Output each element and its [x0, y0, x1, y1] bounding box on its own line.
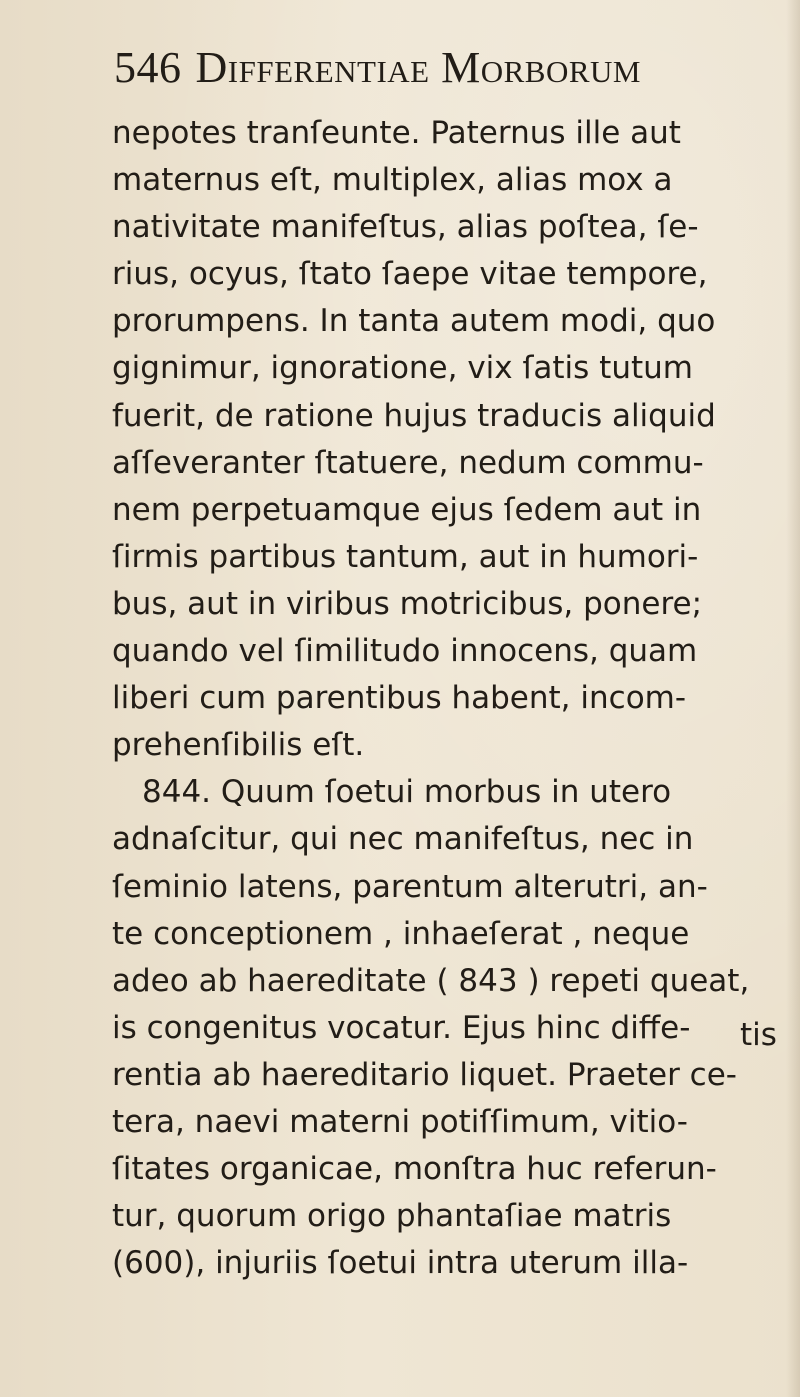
text-line: fuerit, de ratione hujus traducis aliquid [112, 397, 716, 434]
text-line: prorumpens. In tanta autem modi, quo [112, 303, 716, 340]
text-line: nepotes tranſeunte. Paternus ille aut [112, 115, 681, 151]
text-line: ſirmis partibus tantum, aut in humori- [112, 538, 699, 575]
text-line: quando vel ſimilitudo innocens, quam [112, 633, 698, 670]
text-line: gignimur, ignoratione, vix ſatis tutum [112, 350, 693, 387]
text-line: rius, ocyus, ſtato ſaepe vitae tempore, [112, 256, 708, 293]
page-number: 546 [114, 43, 182, 92]
text-line: nativitate manifeſtus, alias poſtea, ſe- [112, 209, 699, 246]
text-line: maternus eſt, multiplex, alias mox a [112, 162, 673, 199]
text-line: liberi cum parentibus habent, incom- [112, 680, 687, 717]
text-line: prehenſibilis eſt. [112, 727, 365, 764]
text-line: tera, naevi materni potiſſimum, vitio- [112, 1103, 688, 1140]
text-line: nem perpetuamque ejus ſedem aut in [112, 491, 702, 528]
running-head-title: Differentiae Morborum [195, 43, 641, 92]
text-line: aſſeveranter ſtatuere, nedum commu- [112, 444, 704, 481]
text-line: ſitates organicae, monſtra huc referun- [112, 1151, 717, 1188]
text-line: (600), injuriis ſoetui intra uterum illa- [112, 1245, 689, 1282]
running-head [114, 38, 764, 98]
text-line: tur, quorum origo phantaſiae matris [112, 1198, 672, 1235]
text-line: adnaſcitur, qui nec manifeſtus, nec in [112, 821, 694, 858]
body-text [112, 110, 792, 1287]
section-844-start: 844. Quum ſoetui morbus in utero [142, 774, 672, 811]
text-line: bus, aut in viribus motricibus, ponere; [112, 585, 703, 622]
text-line: te conceptionem , inhaeſerat , neque [112, 915, 690, 952]
text-line: ſeminio latens, parentum alterutri, an- [112, 868, 708, 905]
catchword: tis [740, 1017, 777, 1053]
text-line: rentia ab haereditario liquet. Praeter ce- [112, 1056, 737, 1093]
text-line: is congenitus vocatur. Ejus hinc diffe- [112, 1009, 691, 1046]
page-edge-shadow [786, 0, 800, 1397]
text-line: adeo ab haereditate ( 843 ) repeti queat, [112, 962, 750, 999]
